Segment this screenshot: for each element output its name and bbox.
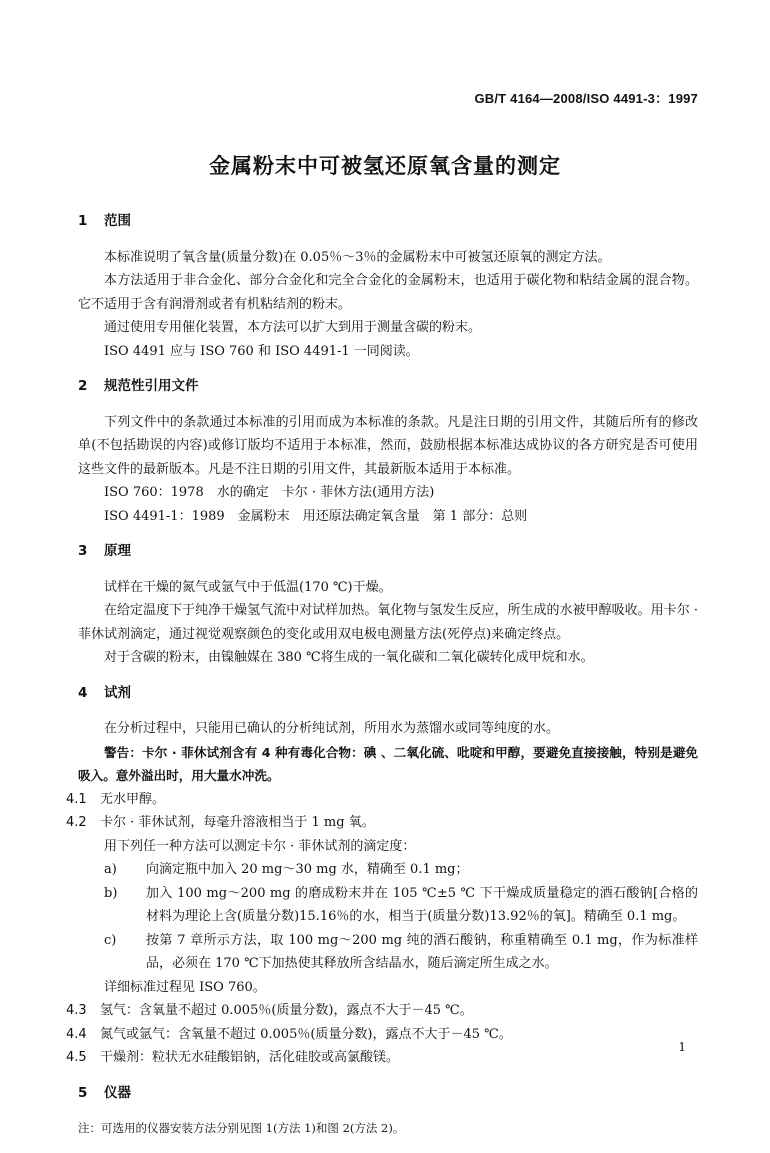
warning-text: 警告：卡尔 · 菲休试剂含有 4 种有毒化合物：碘 、二氧化硫、吡啶和甲醇，要避免直接接触，特别是避免吸入。意外溢出时，用大量水冲洗。: [78, 744, 698, 783]
paragraph: ISO 4491 应与 ISO 760 和 ISO 4491-1 一同阅读。: [104, 343, 419, 359]
section-heading: 1 范围: [78, 213, 131, 229]
section-reagents: [66, 682, 698, 1070]
clause-4-1: 4.1 无水甲醇。: [66, 791, 166, 807]
paragraph: 本方法适用于非合金化、部分合金化和完全合金化的金属粉末，也适用于碳化物和粘结金属的混合物。它不适用于含有润滑剂或者有机粘结剂的粉末。: [78, 273, 698, 312]
document-body: [66, 210, 698, 1153]
page-number: 1: [678, 1040, 686, 1054]
section-heading: 3 原理: [78, 543, 131, 559]
section-principle: [78, 540, 698, 670]
reference-item: ISO 760：1978 水的确定 卡尔 · 菲休方法(通用方法): [104, 485, 435, 500]
section-heading: 2 规范性引用文件: [78, 378, 199, 394]
list-item-b: b) 加入 100 mg～200 mg 的磨成粉末并在 105 ℃±5 ℃ 下干燥成质量稳定的酒石酸钠[合格的材料为理论上含(质量分数)15.16％的水，相当于(质量分数)13.92％的氧]。精确至 0.1 mg。: [104, 885, 698, 924]
paragraph: 下列文件中的条款通过本标准的引用而成为本标准的条款。凡是注日期的引用文件，其随后所有的修改单(不包括勘误的内容)或修订版均不适用于本标准，然而，鼓励根据本标准达成协议的各方研究是否可使用这些文件的最新版本。凡是不注日期的引用文件，其最新版本适用于本标准。: [78, 414, 698, 477]
clause-4-3: 4.3 氢气：含氧量不超过 0.005％(质量分数)，露点不大于－45 ℃。: [66, 1003, 473, 1018]
section-heading: 5 仪器: [78, 1084, 131, 1101]
standard-number: GB/T 4164—2008/ISO 4491-3：1997: [474, 91, 698, 106]
paragraph: 详细标准过程见 ISO 760。: [104, 979, 266, 995]
section-heading: 4 试剂: [78, 684, 131, 701]
clause-4-2: 4.2 卡尔 · 菲休试剂，每毫升溶液相当于 1 mg 氧。: [66, 815, 375, 830]
clause-4-4: 4.4 氮气或氩气：含氧量不超过 0.005％(质量分数)，露点不大于－45 ℃。: [66, 1026, 512, 1042]
section-apparatus: [78, 1082, 698, 1141]
paragraph: 试样在干燥的氮气或氩气中于低温(170 ℃)干燥。: [104, 579, 392, 595]
paragraph: 在分析过程中，只能用已确认的分析纯试剂，所用水为蒸馏水或同等纯度的水。: [104, 721, 560, 736]
paragraph: 通过使用专用催化装置，本方法可以扩大到用于测量含碳的粉末。: [104, 320, 482, 335]
section-normative-references: [78, 375, 698, 528]
section-scope: [78, 210, 698, 363]
paragraph: 在给定温度下于纯净干燥氢气流中对试样加热。氧化物与氢发生反应，所生成的水被甲醇吸收。用卡尔 · 菲休试剂滴定，通过视觉观察颜色的变化或用双电极电测量方法(死停点)来确定终点。: [78, 603, 698, 642]
list-item-a: a) 向滴定瓶中加入 20 mg～30 mg 水，精确至 0.1 mg；: [104, 862, 469, 877]
note-text: 注：可选用的仪器安装方法分别见图 1(方法 1)和图 2(方法 2)。: [78, 1121, 405, 1135]
paragraph: 本标准说明了氧含量(质量分数)在 0.05％～3％的金属粉末中可被氢还原氧的测定方法。: [104, 249, 611, 265]
document-title: 金属粉末中可被氢还原氧含量的测定: [209, 154, 561, 178]
reference-item: ISO 4491-1：1989 金属粉末 用还原法确定氧含量 第 1 部分：总则: [104, 508, 528, 524]
paragraph: 用下列任一种方法可以测定卡尔 · 菲休试剂的滴定度：: [104, 838, 416, 854]
paragraph: 对于含碳的粉末，由镍触媒在 380 ℃将生成的一氧化碳和二氧化碳转化成甲烷和水。: [104, 650, 594, 665]
clause-4-5: 4.5 干燥剂：粒状无水硅酸铝钠，活化硅胶或高氯酸镁。: [66, 1050, 400, 1065]
list-item-c: c) 按第 7 章所示方法，取 100 mg～200 mg 纯的酒石酸钠，称重精确至 0.1 mg，作为标准样品，必须在 170 ℃下加热使其释放所含结晶水，随后滴定所生成之水。: [104, 932, 698, 971]
